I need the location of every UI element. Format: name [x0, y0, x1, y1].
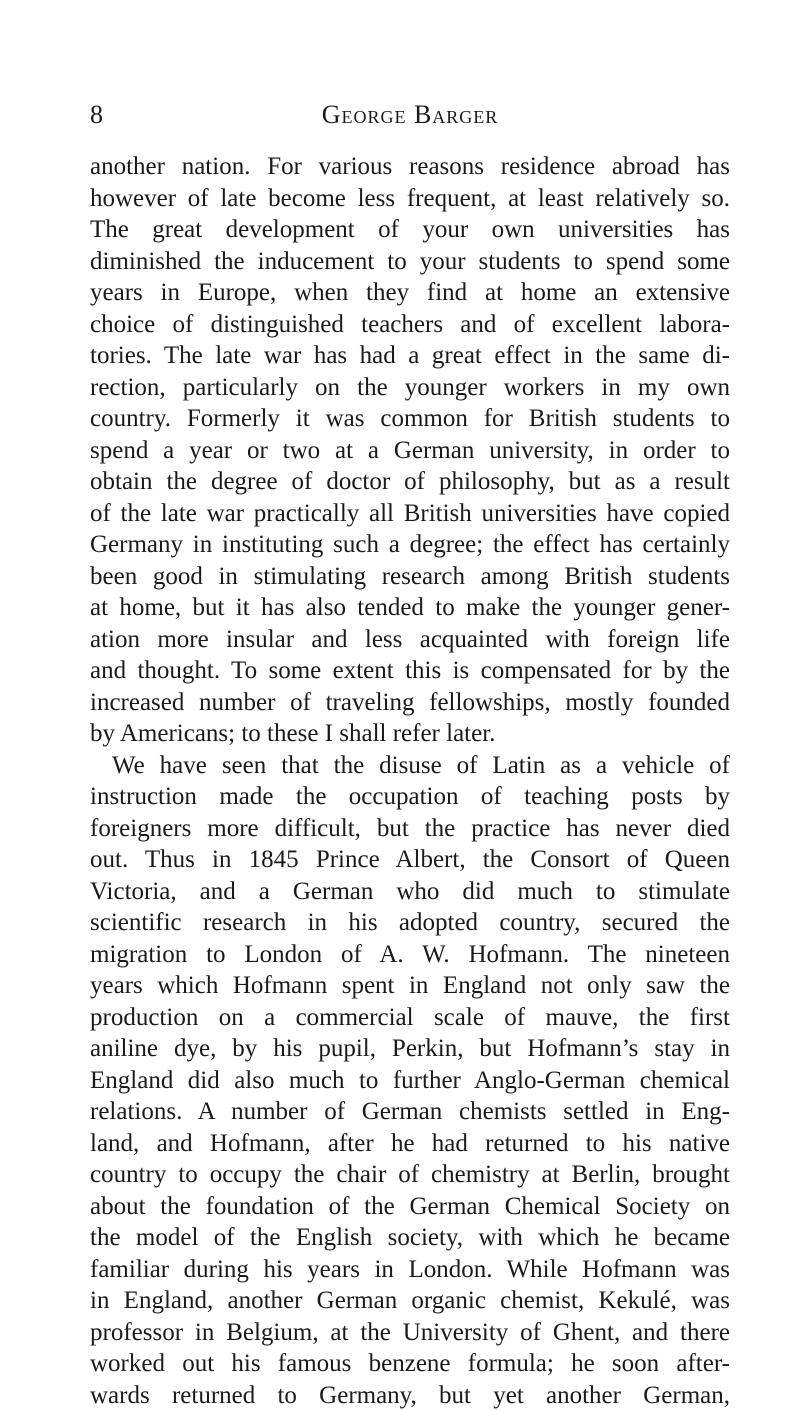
text-line: another nation. For various reasons residence abroad has [90, 151, 730, 183]
text-line: scientific research in his adopted country, secured the [90, 907, 730, 939]
text-line: England did also much to further Anglo-German chemical [90, 1065, 730, 1097]
text-line: We have seen that the disuse of Latin as a vehicle of [90, 750, 730, 782]
text-line: obtain the degree of doctor of philosophy, but as a result [90, 466, 730, 498]
text-line: land, and Hofmann, after he had returned to his native [90, 1128, 730, 1160]
text-line: worked out his famous benzene formula; he soon after- [90, 1348, 730, 1380]
text-line: instruction made the occupation of teaching posts by [90, 781, 730, 813]
text-line: at home, but it has also tended to make the younger gener- [90, 592, 730, 624]
text-line: spend a year or two at a German university, in order to [90, 435, 730, 467]
text-line: Germany in instituting such a degree; the effect has certainly [90, 529, 730, 561]
text-line: choice of distinguished teachers and of excellent labora- [90, 309, 730, 341]
text-line: in England, another German organic chemist, Kekulé, was [90, 1285, 730, 1317]
text-line: Victoria, and a German who did much to stimulate [90, 876, 730, 908]
text-line: country. Formerly it was common for British students to [90, 403, 730, 435]
text-line: years which Hofmann spent in England not only saw the [90, 970, 730, 1002]
text-line: increased number of traveling fellowships, mostly founded [90, 687, 730, 719]
text-line: country to occupy the chair of chemistry at Berlin, brought [90, 1159, 730, 1191]
text-line: been good in stimulating research among British students [90, 561, 730, 593]
body-text [90, 151, 730, 1411]
text-line: production on a commercial scale of mauve, the first [90, 1002, 730, 1034]
text-line: familiar during his years in London. While Hofmann was [90, 1254, 730, 1286]
text-line: tories. The late war has had a great effect in the same di- [90, 340, 730, 372]
text-line: out. Thus in 1845 Prince Albert, the Consort of Queen [90, 844, 730, 876]
text-line: foreigners more difficult, but the practice has never died [90, 813, 730, 845]
text-line: of the late war practically all British universities have copied [90, 498, 730, 530]
text-line: by Americans; to these I shall refer later. [90, 718, 730, 750]
text-line: aniline dye, by his pupil, Perkin, but Hofmann’s stay in [90, 1033, 730, 1065]
text-line: years in Europe, when they find at home an extensive [90, 277, 730, 309]
text-line: The great development of your own universities has [90, 214, 730, 246]
page-number: 8 [90, 100, 104, 130]
text-line: diminished the inducement to your students to spend some [90, 246, 730, 278]
text-line: ation more insular and less acquainted with foreign life [90, 624, 730, 656]
text-line: rection, particularly on the younger workers in my own [90, 372, 730, 404]
text-line: however of late become less frequent, at least relatively so. [90, 183, 730, 215]
text-line: relations. A number of German chemists settled in Eng- [90, 1096, 730, 1128]
text-line: and thought. To some extent this is compensated for by the [90, 655, 730, 687]
text-line: wards returned to Germany, but yet another German, [90, 1380, 730, 1411]
text-line: migration to London of A. W. Hofmann. The nineteen [90, 939, 730, 971]
running-title: George Barger [90, 100, 730, 130]
text-line: about the foundation of the German Chemical Society on [90, 1191, 730, 1223]
text-line: the model of the English society, with which he became [90, 1222, 730, 1254]
text-line: professor in Belgium, at the University of Ghent, and there [90, 1317, 730, 1349]
page-header [90, 100, 730, 136]
